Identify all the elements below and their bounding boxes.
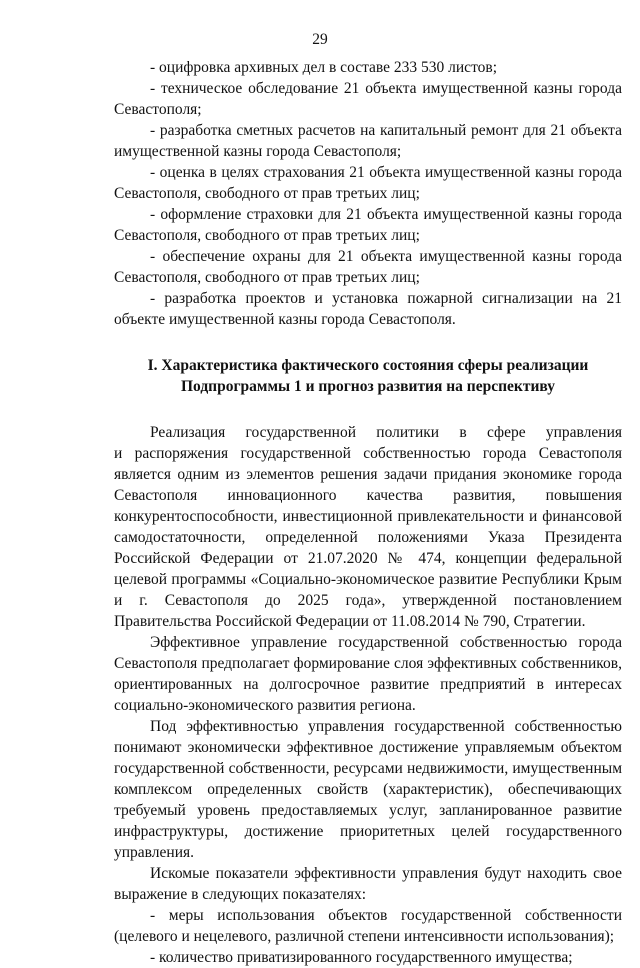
list-item-continuation: Севастополя; xyxy=(114,101,202,118)
paragraph-line: ориентированных на долгосрочное развитие предприятий в интересах xyxy=(114,676,622,693)
section-heading xyxy=(114,355,622,397)
section-heading-line: Подпрограммы 1 и прогноз развития на перспективу xyxy=(180,378,555,395)
paragraph-line: является одним из элементов решения задачи придания экономике города xyxy=(114,466,622,483)
paragraph-line: понимают экономически эффективное достижение управляемым объектом xyxy=(114,739,622,756)
paragraph-line: Российской Федерации от 21.07.2020 № 474, концепции федеральной xyxy=(114,550,622,567)
list-item: - меры использования объектов государственной собственности xyxy=(150,907,622,924)
paragraph-line: комплексом определенных свойств (характеристик), обеспечивающих xyxy=(114,781,622,798)
list-item-continuation: объекте имущественной казны города Севастополя. xyxy=(114,311,456,328)
list-item: - разработка сметных расчетов на капитальный ремонт для 21 объекта xyxy=(150,122,622,139)
list-item: - оформление страховки для 21 объекта имущественной казны города xyxy=(150,206,622,223)
paragraph xyxy=(114,716,622,863)
paragraph-line: Искомые показатели эффективности управления будут находить свое xyxy=(150,865,622,882)
paragraph-line: социально-экономического развития региона. xyxy=(114,697,416,714)
list-item: - оцифровка архивных дел в составе 233 530 листов; xyxy=(150,59,498,76)
paragraph-line: выражение в следующих показателях: xyxy=(114,886,367,903)
paragraph-line: Севастополя инновационного качества развития, повышения xyxy=(114,487,622,504)
list-bottom xyxy=(114,905,622,968)
document-body xyxy=(114,57,622,968)
section-heading-line: I. Характеристика фактического состояния сферы реализации xyxy=(147,357,589,374)
paragraph-line: государственной собственности, ресурсами недвижимости, имущественным xyxy=(114,760,622,777)
paragraph-line: конкурентоспособности, инвестиционной привлекательности и финансовой xyxy=(114,508,622,525)
page-number: 29 xyxy=(312,31,328,48)
list-item-continuation: Севастополя, свободного от прав третьих лиц; xyxy=(114,269,420,286)
paragraph-line: и распоряжения государственной собственностью города Севастополя xyxy=(114,445,622,462)
list-top xyxy=(114,57,622,330)
list-item-continuation: имущественной казны города Севастополя; xyxy=(114,143,402,160)
paragraph-line: Эффективное управление государственной собственностью города xyxy=(150,634,622,651)
paragraph-line: Реализация государственной политики в сфере управления xyxy=(150,424,622,441)
list-item: - техническое обследование 21 объекта имущественной казны города xyxy=(150,80,622,97)
paragraph-line: и г. Севастополя до 2025 года», утвержденной постановлением xyxy=(114,592,622,609)
list-item-continuation: (целевого и нецелевого, различной степени интенсивности использования); xyxy=(114,928,615,945)
list-item: - количество приватизированного государственного имущества; xyxy=(150,949,573,966)
list-item: - обеспечение охраны для 21 объекта имущественной казны города xyxy=(150,248,622,265)
paragraph-line: Севастополя предполагает формирование слоя эффективных собственников, xyxy=(114,655,622,672)
list-item-continuation: Севастополя, свободного от прав третьих лиц; xyxy=(114,227,420,244)
paragraph-line: целевой программы «Социально-экономическое развитие Республики Крым xyxy=(114,571,622,588)
paragraph-line: Под эффективностью управления государственной собственностью xyxy=(150,718,622,735)
list-item: - разработка проектов и установка пожарной сигнализации на 21 xyxy=(150,290,622,307)
paragraph xyxy=(114,422,622,632)
list-item: - оценка в целях страхования 21 объекта имущественной казны города xyxy=(150,164,622,181)
paragraph-line: управления. xyxy=(114,844,194,861)
paragraph-line: инфраструктуры, достижение приоритетных целей государственного xyxy=(114,823,622,840)
paragraph-line: самодостаточности, определенной положениями Указа Президента xyxy=(114,529,622,546)
paragraph xyxy=(114,863,622,905)
paragraph-line: требуемый уровень предоставляемых услуг, запланированное развитие xyxy=(114,802,622,819)
list-item-continuation: Севастополя, свободного от прав третьих лиц; xyxy=(114,185,420,202)
paragraph xyxy=(114,632,622,716)
paragraph-line: Правительства Российской Федерации от 11.08.2014 № 790, Стратегии. xyxy=(114,613,586,630)
